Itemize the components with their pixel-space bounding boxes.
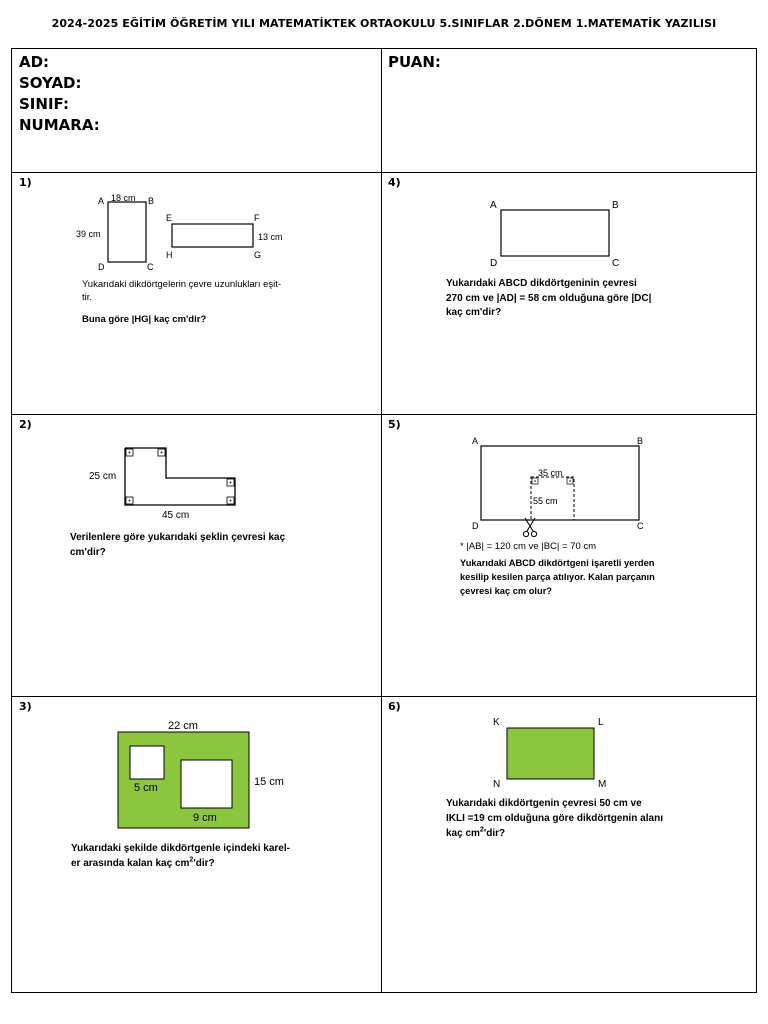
q3-right-label: 15 cm — [254, 776, 284, 788]
row-divider — [12, 696, 756, 697]
q2-text — [70, 530, 285, 560]
q5-number: 5) — [388, 418, 401, 431]
q1-label-f: F — [254, 213, 260, 223]
student-info — [19, 52, 100, 136]
numara-label: NUMARA: — [19, 116, 100, 134]
q4-label-d: D — [490, 258, 498, 269]
q5-line3: çevresi kaç cm olur? — [460, 586, 552, 596]
q5-line1: Yukarıdaki ABCD dikdörtgeni işaretli yerden — [460, 558, 655, 568]
q2-shape — [125, 448, 235, 505]
q5-label-a: A — [472, 436, 479, 446]
q5-cut-width-label: 35 cm — [538, 468, 563, 478]
q1-label-d: D — [98, 262, 105, 272]
score-label: PUAN: — [388, 53, 441, 71]
q1-question: Buna göre |HG| kaç cm'dir? — [82, 314, 207, 325]
q3-figure — [115, 717, 300, 829]
q6-figure — [485, 712, 615, 792]
q6-line2: IKLI =19 cm olduğuna göre dikdörtgenin alanı — [446, 813, 663, 824]
q3-big-label: 9 cm — [193, 812, 217, 824]
q6-label-k: K — [493, 717, 500, 728]
q1-width-label: 18 cm — [111, 193, 136, 203]
q5-cut-height-label: 55 cm — [533, 496, 558, 506]
q1-number: 1) — [19, 176, 32, 189]
q5-label-d: D — [472, 521, 479, 531]
q5-given: * |AB| = 120 cm ve |BC| = 70 cm — [460, 541, 597, 552]
q3-line1: Yukarıdaki şekilde dikdörtgenle içindeki karel- — [71, 843, 290, 854]
row-divider — [12, 414, 756, 415]
q6-label-m: M — [598, 779, 607, 790]
q2-height-label: 25 cm — [89, 471, 117, 482]
q5-figure — [465, 432, 665, 544]
sinif-label: SINIF: — [19, 95, 69, 113]
q1-label-e: E — [166, 213, 173, 223]
q4-line3: kaç cm'dir? — [446, 307, 502, 318]
ad-label: AD: — [19, 53, 50, 71]
q6-text — [446, 796, 663, 841]
q1-label-a: A — [98, 196, 105, 206]
q3-small-label: 5 cm — [134, 782, 158, 794]
q5-rect — [481, 446, 639, 520]
scissors-icon — [523, 518, 536, 537]
q6-label-n: N — [493, 779, 501, 790]
q2-width-label: 45 cm — [162, 510, 190, 521]
q3-top-label: 22 cm — [168, 720, 198, 732]
q1-figure — [70, 190, 300, 275]
q2-figure — [85, 440, 245, 525]
q4-rect — [501, 210, 609, 256]
q3-small-square — [130, 746, 164, 779]
q1-line1: Yukarıdaki dikdörtgelerin çevre uzunlukları eşit- — [82, 279, 282, 290]
q6-label-l: L — [598, 717, 604, 728]
q5-label-b: B — [637, 436, 644, 446]
q6-number: 6) — [388, 700, 401, 713]
q1-label-b: B — [148, 196, 155, 206]
q3-text — [71, 841, 290, 871]
q6-line3: kaç $cm^2'dir$? — [446, 826, 506, 839]
column-divider — [381, 49, 382, 992]
q4-line1: Yukarıdaki ABCD dikdörtgeninin çevresi — [446, 278, 637, 289]
q6-line1: Yukarıdaki dikdörtgenin çevresi 50 cm ve — [446, 798, 642, 809]
q1-text — [82, 278, 281, 304]
page-title: 2024-2025 EĞİTİM ÖĞRETİM YILI MATEMATİKTEK ORTAOKULU 5.SINIFLAR 2.DÖNEM 1.MATEMATİK YAZILISI — [51, 17, 717, 30]
q4-number: 4) — [388, 176, 401, 189]
q4-line2: 270 cm ve |AD| = 58 cm olduğuna göre |DC| — [446, 292, 652, 304]
q5-text — [460, 556, 655, 598]
q4-text — [446, 277, 651, 321]
q3-big-square — [181, 760, 232, 808]
q3-number: 3) — [19, 700, 32, 713]
row-divider — [12, 172, 756, 173]
q5-line2: kesilip kesilen parça atılıyor. Kalan parçanın — [460, 572, 655, 582]
q4-label-c: C — [612, 258, 620, 269]
soyad-label: SOYAD: — [19, 74, 82, 92]
q4-label-a: A — [490, 200, 497, 211]
q6-green-rect — [507, 728, 594, 779]
q4-figure — [485, 195, 630, 270]
q1-rect-abcd — [108, 202, 146, 262]
q1-line2: tir. — [82, 292, 93, 303]
q1-side-label: 13 cm — [258, 232, 283, 242]
q2-line2: cm'dir? — [70, 547, 106, 558]
q1-label-c: C — [147, 262, 154, 272]
q1-height-label: 39 cm — [76, 229, 101, 239]
q3-line2: er arasında kalan kaç $cm^2'dir$? — [71, 856, 215, 869]
q5-label-c: C — [637, 521, 644, 531]
q1-label-g: G — [254, 250, 262, 260]
q4-label-b: B — [612, 200, 619, 211]
q1-label-h: H — [166, 250, 173, 260]
q2-number: 2) — [19, 418, 32, 431]
q1-rect-efgh — [172, 224, 253, 247]
q2-line1: Verilenlere göre yukarıdaki şeklin çevresi kaç — [70, 532, 286, 543]
